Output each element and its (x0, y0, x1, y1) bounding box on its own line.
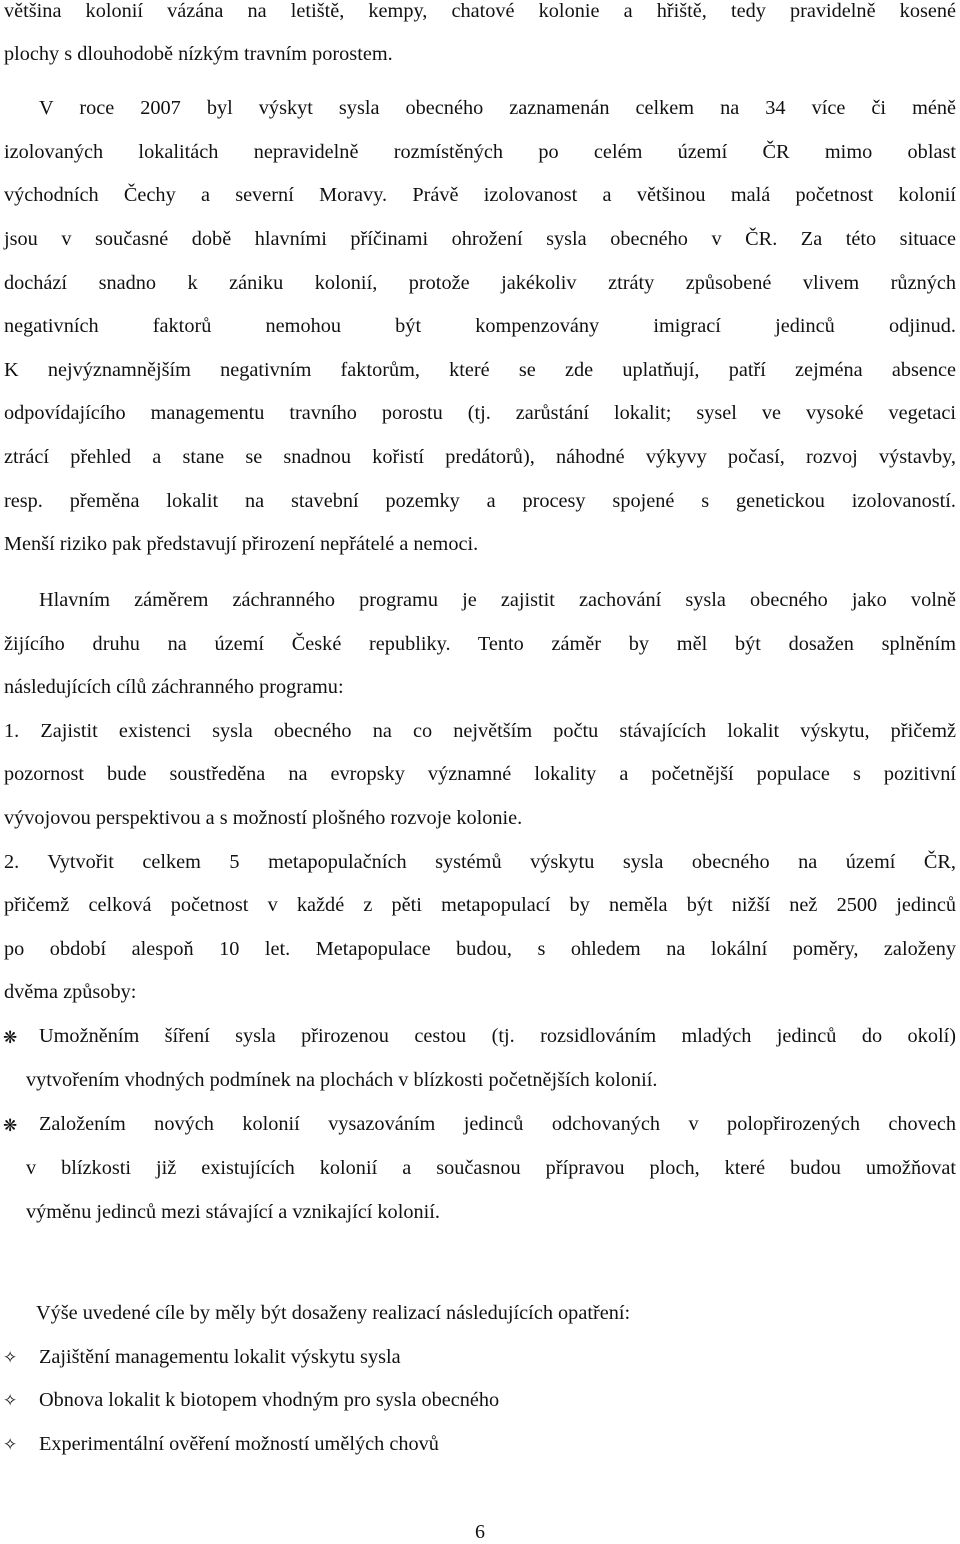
measure-item: Obnova lokalit k biotopem vhodným pro sysla obecného (39, 1389, 500, 1411)
text-line: ztrácí přehled a stane se snadnou kořistí predátorů), náhodné výkyvy počasí, rozvoj výstavby, (4, 446, 956, 468)
text-line: jsou v současné době hlavními příčinami ohrožení sysla obecného v ČR. Za této situace (4, 228, 956, 250)
bullet-text-line: v blízkosti již existujících kolonií a současnou přípravou ploch, které budou umožňovat (26, 1157, 956, 1179)
text-line: dochází snadno k zániku kolonií, protože jakékoliv ztráty způsobené vlivem různých (4, 272, 956, 294)
text-line: odpovídajícího managementu travního porostu (tj. zarůstání lokalit; sysel ve vysoké vegetaci (4, 402, 956, 424)
text-line: vývojovou perspektivou a s možností plošného rozvoje kolonie. (4, 807, 523, 829)
asterisk-bullet-icon: ❋ (3, 1028, 18, 1048)
text-line: izolovaných lokalitách nepravidelně rozmístěných po celém území ČR mimo oblast (4, 141, 956, 163)
text-line: dvěma způsoby: (4, 981, 137, 1003)
text-line: resp. přeměna lokalit na stavební pozemky a procesy spojené s genetickou izolovaností. (4, 490, 956, 512)
text-line: K nejvýznamnějším negativním faktorům, které se zde uplatňují, patří zejména absence (4, 359, 956, 381)
text-line: V roce 2007 byl výskyt sysla obecného zaznamenán celkem na 34 více či méně (39, 97, 956, 119)
text-line: východních Čechy a severní Moravy. Právě izolovanost a většinou malá početnost kolonií (4, 184, 956, 206)
star-bullet-icon: ✧ (3, 1391, 18, 1411)
star-bullet-icon: ✧ (3, 1435, 18, 1455)
page-number: 6 (475, 1521, 485, 1543)
bullet-text-line: Umožněním šíření sysla přirozenou cestou (tj. rozsidlováním mladých jedinců do okolí) (39, 1025, 956, 1047)
text-line: přičemž celková početnost v každé z pěti metapopulací by neměla být nižší než 2500 jedinců (4, 894, 956, 916)
star-bullet-icon: ✧ (3, 1348, 18, 1368)
asterisk-bullet-icon: ❋ (3, 1116, 18, 1136)
measures-intro: Výše uvedené cíle by měly být dosaženy realizací následujících opatření: (36, 1302, 631, 1324)
bullet-text-line: výměnu jedinců mezi stávající a vznikající kolonií. (26, 1201, 440, 1223)
text-line: po období alespoň 10 let. Metapopulace budou, s ohledem na lokální poměry, založeny (4, 938, 956, 960)
text-line: plochy s dlouhodobě nízkým travním porostem. (4, 43, 393, 65)
text-line: 1. Zajistit existenci sysla obecného na co největším počtu stávajících lokalit výskytu, přičemž (4, 720, 956, 742)
text-line: většina kolonií vázána na letiště, kempy, chatové kolonie a hřiště, tedy pravidelně kosené (4, 0, 956, 22)
measure-item: Zajištění managementu lokalit výskytu sysla (39, 1346, 401, 1368)
bullet-text-line: Založením nových kolonií vysazováním jedinců odchovaných v polopřirozených chovech (39, 1113, 956, 1135)
bullet-text-line: vytvořením vhodných podmínek na plochách v blízkosti početnějších kolonií. (26, 1069, 658, 1091)
measure-item: Experimentální ověření možností umělých chovů (39, 1433, 439, 1455)
text-line: 2. Vytvořit celkem 5 metapopulačních systémů výskytu sysla obecného na území ČR, (4, 851, 956, 873)
text-line: Hlavním záměrem záchranného programu je zajistit zachování sysla obecného jako volně (39, 589, 956, 611)
text-line: Menší riziko pak představují přirození nepřátelé a nemoci. (4, 533, 479, 555)
text-line: negativních faktorů nemohou být kompenzovány imigrací jedinců odjinud. (4, 315, 956, 337)
text-line: pozornost bude soustředěna na evropsky významné lokality a početnější populace s pozitivní (4, 763, 956, 785)
text-line: žijícího druhu na území České republiky. Tento záměr by měl být dosažen splněním (4, 633, 956, 655)
text-line: následujících cílů záchranného programu: (4, 676, 344, 698)
